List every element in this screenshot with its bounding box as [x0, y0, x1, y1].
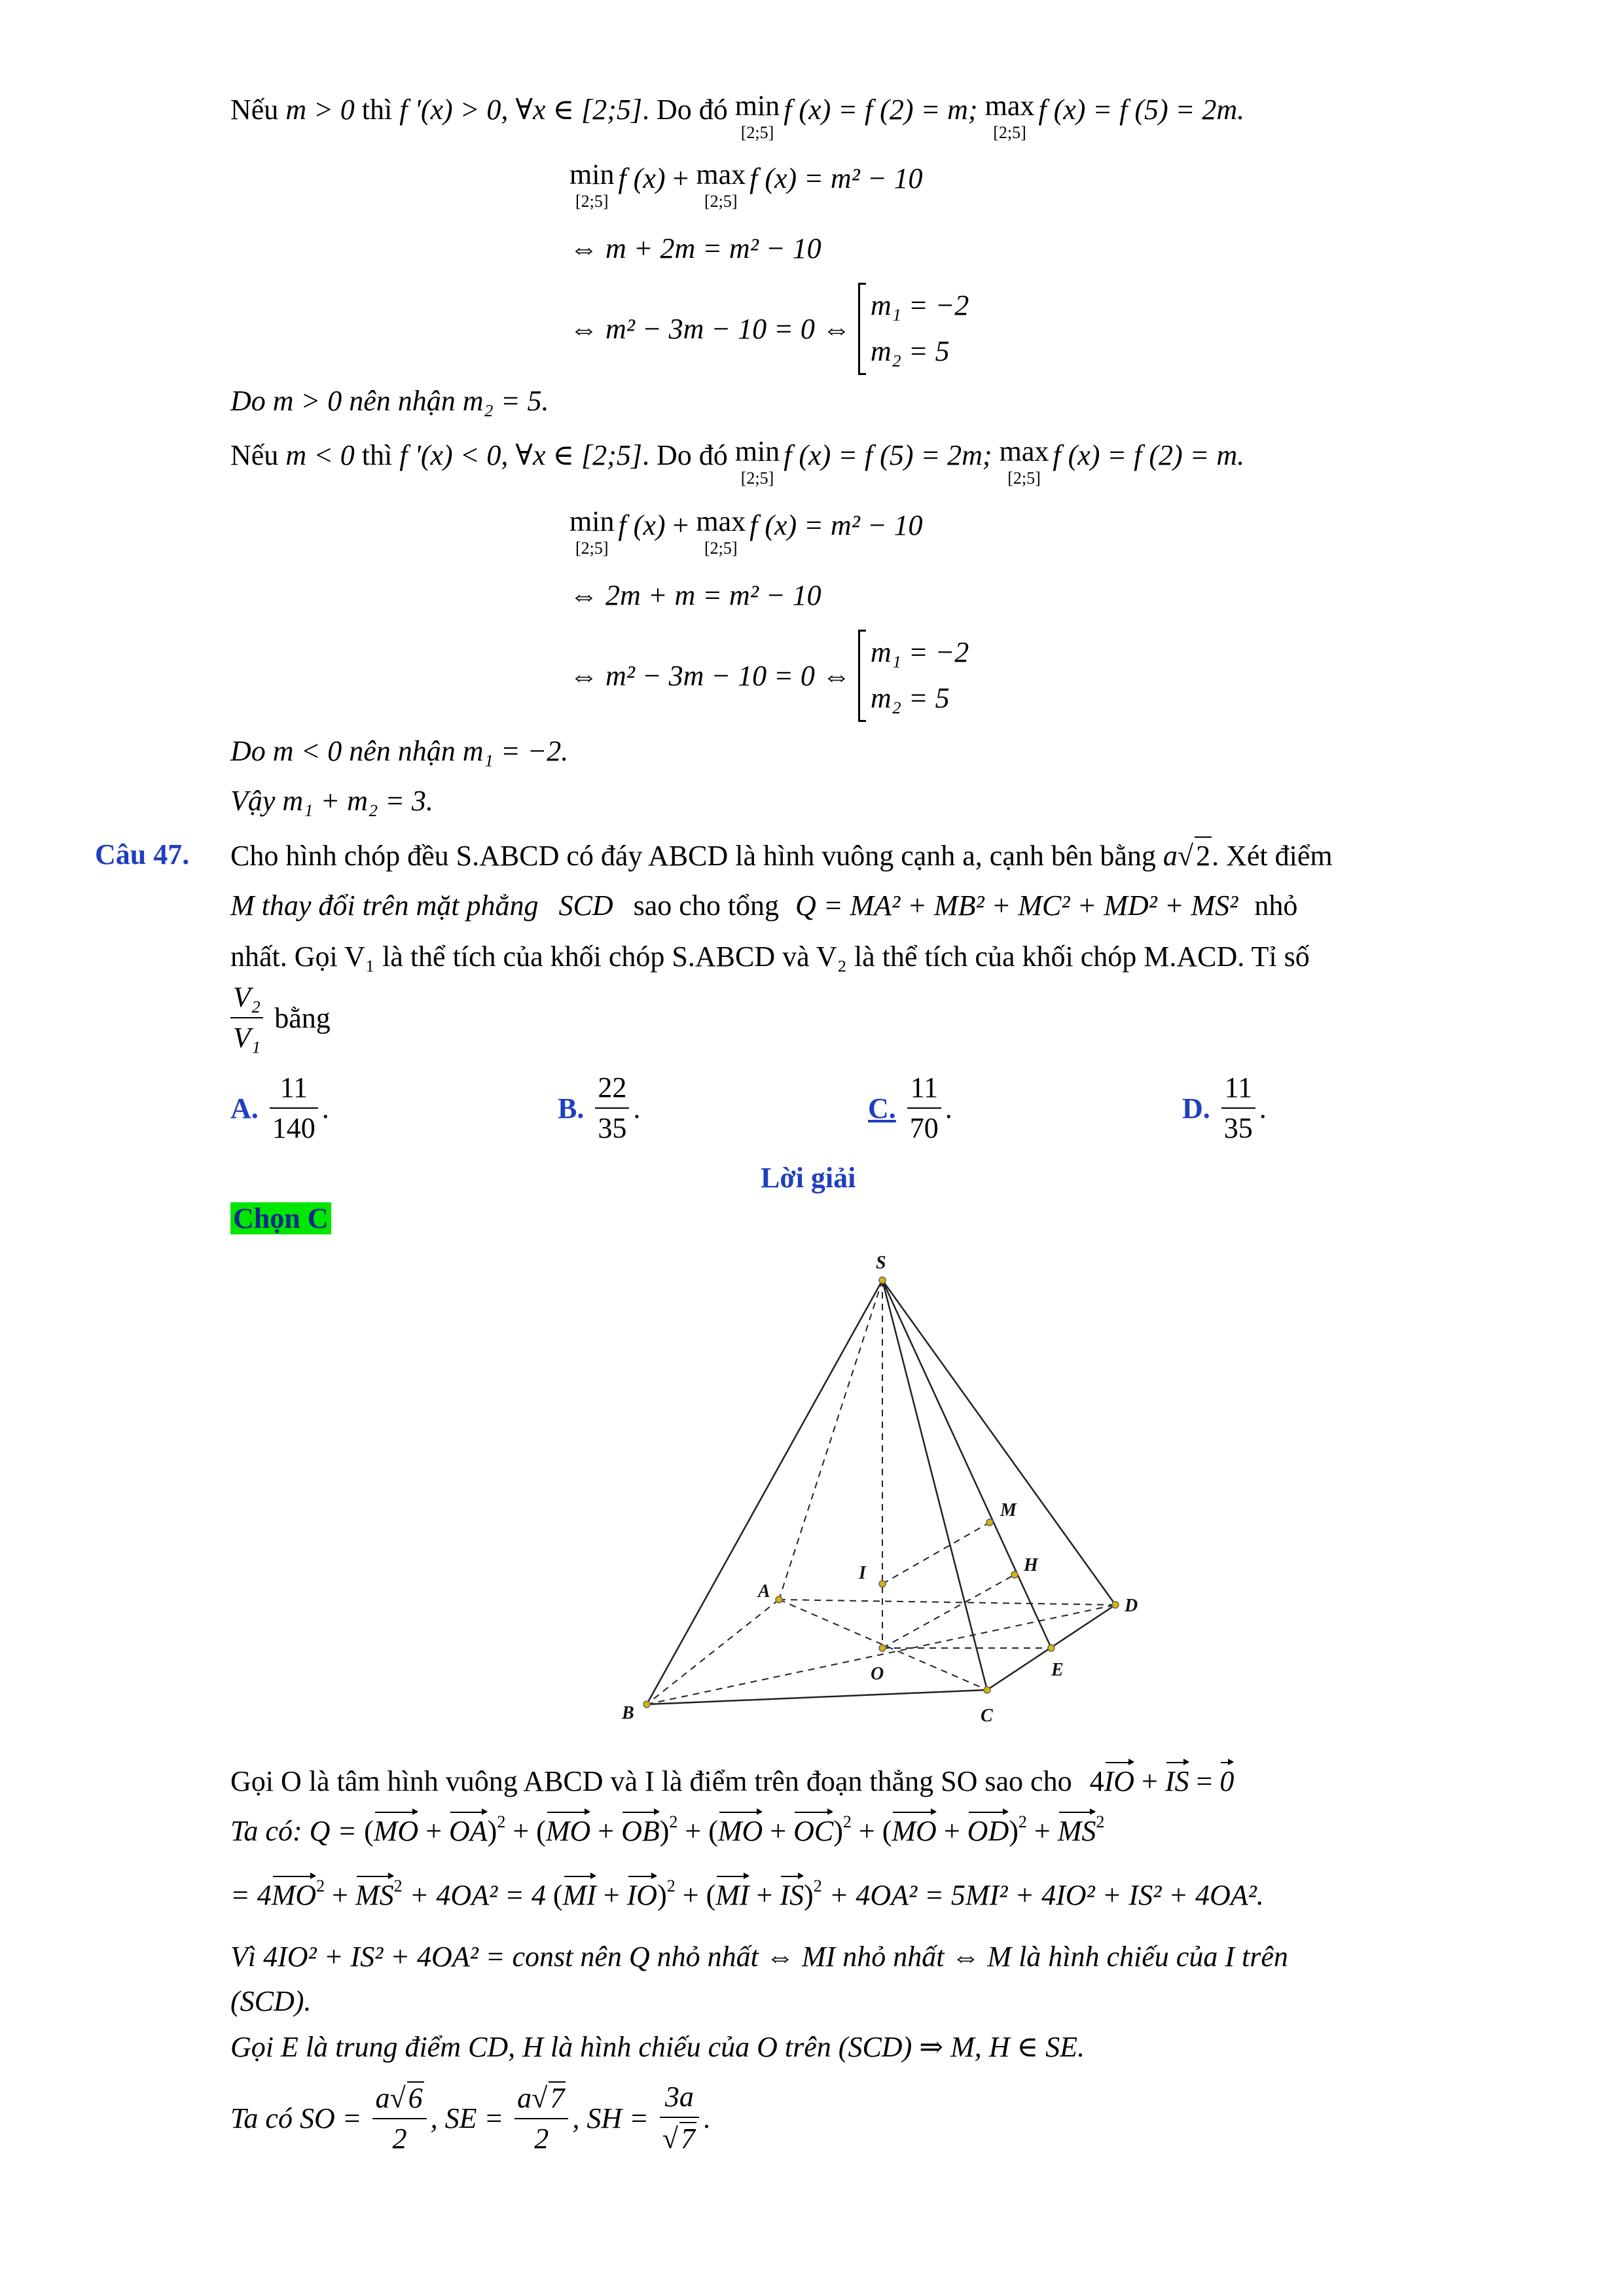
option-a[interactable]: A. $\frac{11}{140}$ .	[230, 1071, 329, 1145]
edge-SE	[882, 1280, 1051, 1648]
seg-IM	[882, 1522, 990, 1584]
case-pos-thi: thì	[361, 94, 393, 126]
case-pos-deriv: f '(x) > 0, ∀x ∈ [2;5]	[399, 94, 642, 126]
point-I	[879, 1581, 886, 1587]
edge-AD	[779, 1600, 1115, 1605]
option-b[interactable]: B. $\frac{22}{35}$ .	[558, 1071, 641, 1145]
case-neg-step3: ⇔ m² − 3m − 10 = 0 ⇔ m₁ = −2 m₂ = 5	[569, 630, 969, 722]
seg-OH	[882, 1575, 1015, 1648]
point-M	[986, 1519, 993, 1526]
case-neg-line1	[230, 437, 1244, 487]
pyramid-figure	[589, 1230, 1165, 1728]
label-E: E	[1051, 1660, 1064, 1680]
case-neg-min-op: min [2;5]	[734, 435, 780, 488]
diag-BD	[647, 1605, 1115, 1704]
question-line1: Cho hình chóp đều S.ABCD có đáy ABCD là hình vuông cạnh a, cạnh bên bằng a√2. Xét điểm	[230, 836, 1333, 874]
label-D: D	[1125, 1596, 1138, 1616]
label-M: M	[1000, 1500, 1017, 1520]
case-pos-dodo: . Do đó	[641, 94, 728, 126]
label-O: O	[871, 1664, 884, 1684]
case-pos-min-eq: f (x) = f (2) = m;	[784, 94, 978, 126]
edge-SC	[882, 1280, 987, 1690]
case-pos-max-op: max [2;5]	[984, 90, 1035, 142]
edge-BC	[647, 1690, 987, 1704]
label-H: H	[1024, 1555, 1038, 1575]
case-neg-roots: m₁ = −2 m₂ = 5	[858, 630, 969, 722]
solution-line5: (SCD).	[230, 1985, 312, 2017]
edge-SB	[647, 1280, 882, 1704]
case-neg-dodo: . Do đó	[641, 439, 728, 471]
case-pos-step3: ⇔ m² − 3m − 10 = 0 ⇔ m₁ = −2 m₂ = 5	[569, 283, 969, 375]
point-D	[1112, 1602, 1119, 1608]
solution-line2: Ta có: $Q = (MO + OA)^2 + (MO + OB)^2 + (MO + OC)^2 + (MO + OD)^2 + MS^2$	[230, 1809, 1104, 1849]
question-line3: nhất. Gọi V₁ là thể tích của khối chóp S.ABCD và V₂ là thể tích của khối chóp M.ACD. Tỉ số	[230, 941, 1310, 973]
point-B	[643, 1701, 650, 1708]
case-neg-max-op: max [2;5]	[999, 435, 1049, 488]
point-E	[1048, 1645, 1055, 1651]
edge-AB	[647, 1600, 779, 1704]
case-pos-step2: ⇔ m + 2m = m² − 10	[569, 232, 821, 264]
label-B: B	[622, 1703, 634, 1723]
case-pos-sum-min: min [2;5]	[569, 158, 615, 211]
case-pos-sum-eq: f (x) = m² − 10	[749, 162, 923, 194]
point-C	[984, 1687, 990, 1693]
case-neg-intro: Nếu	[230, 439, 279, 471]
case-neg-max-eq: f (x) = f (2) = m.	[1053, 439, 1245, 471]
case-pos-max-eq: f (x) = f (5) = 2m.	[1038, 94, 1245, 126]
option-c[interactable]: C. $\frac{11}{70}$ .	[868, 1071, 952, 1145]
vay-line: Vậy m₁ + m₂ = 3.	[230, 785, 433, 817]
case-neg-sum-eq: f (x) = m² − 10	[749, 509, 923, 541]
point-O	[879, 1645, 886, 1651]
question-ratio: $\frac{\text{V₂}}{\text{V₁}}$ bằng	[230, 982, 331, 1054]
edge-SD	[882, 1280, 1115, 1605]
case-neg-deriv: f '(x) < 0, ∀x ∈ [2;5]	[399, 439, 642, 471]
case-neg-thi: thì	[361, 439, 393, 471]
solution-line3: = $4MO^2 + MS^2 + 4OA^2 = 4$ (MI + IO)$^2$ + (MI + IS)$^2$ + 4OA² = 5MI² + 4IO² + IS² + 4OA².	[230, 1873, 1264, 1913]
label-C: C	[981, 1706, 993, 1726]
case-pos-line1	[230, 92, 1244, 141]
case-neg-step2: ⇔ 2m + m = m² − 10	[569, 579, 821, 611]
case-pos-cond: m > 0	[285, 94, 355, 126]
label-S: S	[876, 1253, 886, 1273]
point-S	[879, 1277, 886, 1283]
point-H	[1011, 1571, 1018, 1578]
option-d[interactable]: D. $\frac{11}{35}$ .	[1182, 1071, 1267, 1145]
case-neg-sum-line: min [2;5] f (x) + max [2;5] f (x) = m² − 10	[569, 505, 923, 558]
solution-line1: Gọi O là tâm hình vuông ABCD và I là điểm trên đoạn thẳng SO sao cho 4IO + IS = 0	[230, 1759, 1234, 1799]
solution-line7: Ta có SO = $\frac{a√6}{2}$ , SE = $\frac{a√7}{2}$ , SH = $\frac{3a}{√7}$ .	[230, 2081, 710, 2155]
case-neg-cond: m < 0	[285, 439, 355, 471]
label-A: A	[758, 1581, 770, 1602]
solution-line6: Gọi E là trung điểm CD, H là hình chiếu của O trên (SCD) ⇒ M, H ∈ SE.	[230, 2031, 1085, 2063]
case-pos-conclude: Do m > 0 nên nhận m₂ = 5.	[230, 385, 549, 417]
question-line2: M thay đổi trên mặt phẳng SCD sao cho tổng Q = MA² + MB² + MC² + MD² + MS² nhỏ	[230, 889, 1298, 922]
case-neg-min-eq: f (x) = f (5) = 2m;	[784, 439, 992, 471]
chon-answer: Chọn C	[230, 1200, 331, 1236]
case-pos-intro: Nếu	[230, 94, 279, 126]
case-pos-roots: m₁ = −2 m₂ = 5	[858, 283, 969, 375]
label-I: I	[859, 1563, 866, 1583]
case-pos-sum-max: max [2;5]	[696, 158, 746, 211]
case-pos-sum-line: min [2;5] f (x) + max [2;5] f (x) = m² − 10	[569, 158, 923, 211]
loi-giai-heading: Lời giải	[761, 1162, 856, 1194]
case-neg-conclude: Do m < 0 nên nhận m₁ = −2.	[230, 735, 569, 767]
question-label: Câu 47.	[95, 838, 190, 870]
point-A	[776, 1596, 782, 1603]
solution-line4: Vì 4IO² + IS² + 4OA² = const nên Q nhỏ nhất ⇔ MI nhỏ nhất ⇔ M là hình chiếu của I trên	[230, 1941, 1288, 1973]
case-neg-sum-max: max [2;5]	[696, 505, 746, 558]
case-pos-min-op: min [2;5]	[734, 90, 780, 142]
case-neg-sum-min: min [2;5]	[569, 505, 615, 558]
